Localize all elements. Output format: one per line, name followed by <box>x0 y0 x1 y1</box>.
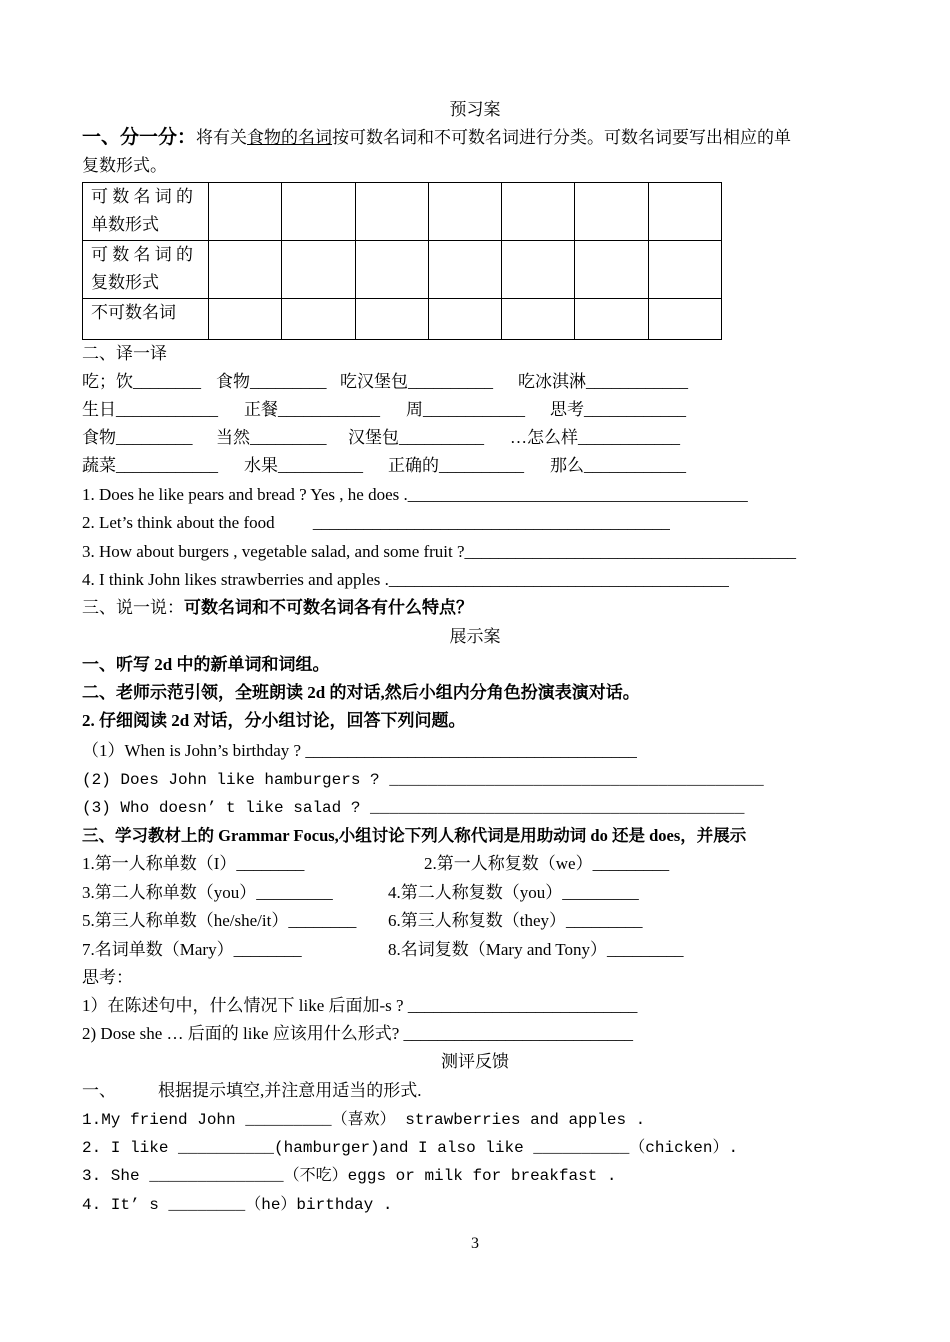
think-question-2: 2) Dose she … 后面的 like 应该用什么形式? ___________________________ <box>82 1024 634 1043</box>
noun-classification-table <box>82 182 722 340</box>
grammar-focus-task: 三、学习教材上的 Grammar Focus,小组讨论下列人称代词是用助动词 do 还是 does，并展示 <box>82 826 747 845</box>
blank-cell[interactable] <box>355 241 428 299</box>
show-task-1: 一、听写 2d 中的新单词和词组。 <box>82 655 330 674</box>
translate-item: 汉堡包__________ <box>348 428 484 447</box>
section-title-preview: 预习案 <box>449 100 501 119</box>
eval-heading <box>82 1080 422 1102</box>
sec1-instruction-line2: 复数形式。 <box>82 156 167 175</box>
blank-cell[interactable] <box>648 299 721 340</box>
sec3-question: 可数名词和不可数名词各有什么特点？ <box>184 598 473 617</box>
blank-cell[interactable] <box>209 183 282 241</box>
sec1-instruction <box>82 127 791 149</box>
sec1-text-before: 将有关 <box>196 128 248 147</box>
row-label <box>83 299 209 340</box>
translate-item: 正确的__________ <box>388 456 524 475</box>
translate-item: 吃；饮________ <box>82 372 201 391</box>
eval-item-4: 4. It’ s ________（he）birthday . <box>82 1196 393 1214</box>
sec1-text-underlined: 食物的名词 <box>247 128 333 147</box>
blank-cell[interactable] <box>209 299 282 340</box>
pronoun-item: 6.第三人称复数（they）_________ <box>388 911 643 930</box>
translate-item: 那么____________ <box>550 456 686 475</box>
translate-sentence-2: 2. Let’s think about the food __________________________________________ <box>82 513 670 532</box>
pronoun-item: 4.第二人称复数（you）_________ <box>388 883 639 902</box>
translate-item: 蔬菜____________ <box>82 456 218 475</box>
blank-cell[interactable] <box>648 183 721 241</box>
pronoun-item: 7.名词单数（Mary）________ <box>82 940 302 959</box>
eval-item-1: 1.My friend John _________（喜欢） strawberries and apples . <box>82 1111 646 1129</box>
blank-cell[interactable] <box>282 241 355 299</box>
row-label-line1: 可 数 名 词 的 <box>91 245 193 264</box>
sec2-heading: 二、译一译 <box>82 344 167 363</box>
think-label: 思考： <box>82 968 133 987</box>
table-row <box>83 183 722 241</box>
blank-cell[interactable] <box>355 299 428 340</box>
blank-cell[interactable] <box>428 241 501 299</box>
blank-cell[interactable] <box>502 183 575 241</box>
translate-item: …怎么样____________ <box>510 428 680 447</box>
question-3: (3) Who doesn’ t like salad ? _______________________________________ <box>82 799 745 817</box>
translate-item: 当然_________ <box>216 428 327 447</box>
blank-cell[interactable] <box>648 241 721 299</box>
blank-cell[interactable] <box>282 299 355 340</box>
eval-item-3: 3. She ______________（不吃）eggs or milk for breakfast . <box>82 1167 617 1185</box>
translate-item: 食物_________ <box>216 372 327 391</box>
translate-sentence-3: 3. How about burgers , vegetable salad, and some fruit ?_______________________________________ <box>82 542 797 561</box>
row-label <box>83 241 209 299</box>
translate-item: 水果__________ <box>244 456 363 475</box>
eval-item-2: 2. I like __________(hamburger)and I also like __________（chicken）. <box>82 1139 739 1157</box>
blank-cell[interactable] <box>502 241 575 299</box>
section-title-show: 展示案 <box>449 627 501 646</box>
page-number: 3 <box>471 1235 479 1252</box>
translate-sentence-4: 4. I think John likes strawberries and apples .________________________________________ <box>82 570 729 589</box>
translate-sentence-1: 1. Does he like pears and bread ? Yes , he does .________________________________________ <box>82 485 748 504</box>
blank-cell[interactable] <box>502 299 575 340</box>
pronoun-item: 8.名词复数（Mary and Tony）_________ <box>388 940 684 959</box>
translate-item: 吃汉堡包__________ <box>340 372 493 391</box>
blank-cell[interactable] <box>575 183 648 241</box>
translate-item: 吃冰淇淋____________ <box>518 372 688 391</box>
question-1: （1）When is John’s birthday ? _______________________________________ <box>82 741 637 760</box>
sec3-line <box>82 597 473 619</box>
show-task-2: 二、老师示范引领，全班朗读 2d 的对话,然后小组内分角色扮演表演对话。 <box>82 683 640 702</box>
table-row <box>83 299 722 340</box>
row-label <box>83 183 209 241</box>
blank-cell[interactable] <box>575 241 648 299</box>
question-2: (2) Does John like hamburgers ? _______________________________________ <box>82 771 764 789</box>
blank-cell[interactable] <box>282 183 355 241</box>
eval-heading-number: 一、 <box>82 1081 116 1100</box>
translate-item: 生日____________ <box>82 400 218 419</box>
section-title-eval: 测评反馈 <box>441 1052 509 1071</box>
blank-cell[interactable] <box>428 183 501 241</box>
blank-cell[interactable] <box>575 299 648 340</box>
row-label-line2: 复数形式 <box>91 273 159 292</box>
blank-cell[interactable] <box>428 299 501 340</box>
think-question-1: 1）在陈述句中，什么情况下 like 后面加-s ? ___________________________ <box>82 996 638 1015</box>
row-label-line1: 不可数名词 <box>91 303 176 322</box>
translate-item: 正餐____________ <box>244 400 380 419</box>
translate-item: 思考____________ <box>550 400 686 419</box>
sec3-prefix: 三、说一说： <box>82 598 184 617</box>
blank-cell[interactable] <box>355 183 428 241</box>
sec1-text-after: 按可数名词和不可数名词进行分类。可数名词要写出相应的单 <box>332 128 792 147</box>
eval-heading-text: 根据提示填空,并注意用适当的形式. <box>158 1081 422 1100</box>
pronoun-item: 3.第二人称单数（you）_________ <box>82 883 333 902</box>
blank-cell[interactable] <box>209 241 282 299</box>
row-label-line1: 可 数 名 词 的 <box>91 187 193 206</box>
sec1-heading: 一、分一分： <box>82 127 197 148</box>
pronoun-item: 2.第一人称复数（we）_________ <box>424 854 670 873</box>
translate-item: 食物_________ <box>82 428 193 447</box>
pronoun-item: 1.第一人称单数（I）________ <box>82 854 305 873</box>
pronoun-item: 5.第三人称单数（he/she/it）________ <box>82 911 357 930</box>
row-label-line2: 单数形式 <box>91 215 159 234</box>
translate-item: 周____________ <box>406 400 525 419</box>
table-row <box>83 241 722 299</box>
show-task-3: 2. 仔细阅读 2d 对话，分小组讨论，回答下列问题。 <box>82 711 466 730</box>
